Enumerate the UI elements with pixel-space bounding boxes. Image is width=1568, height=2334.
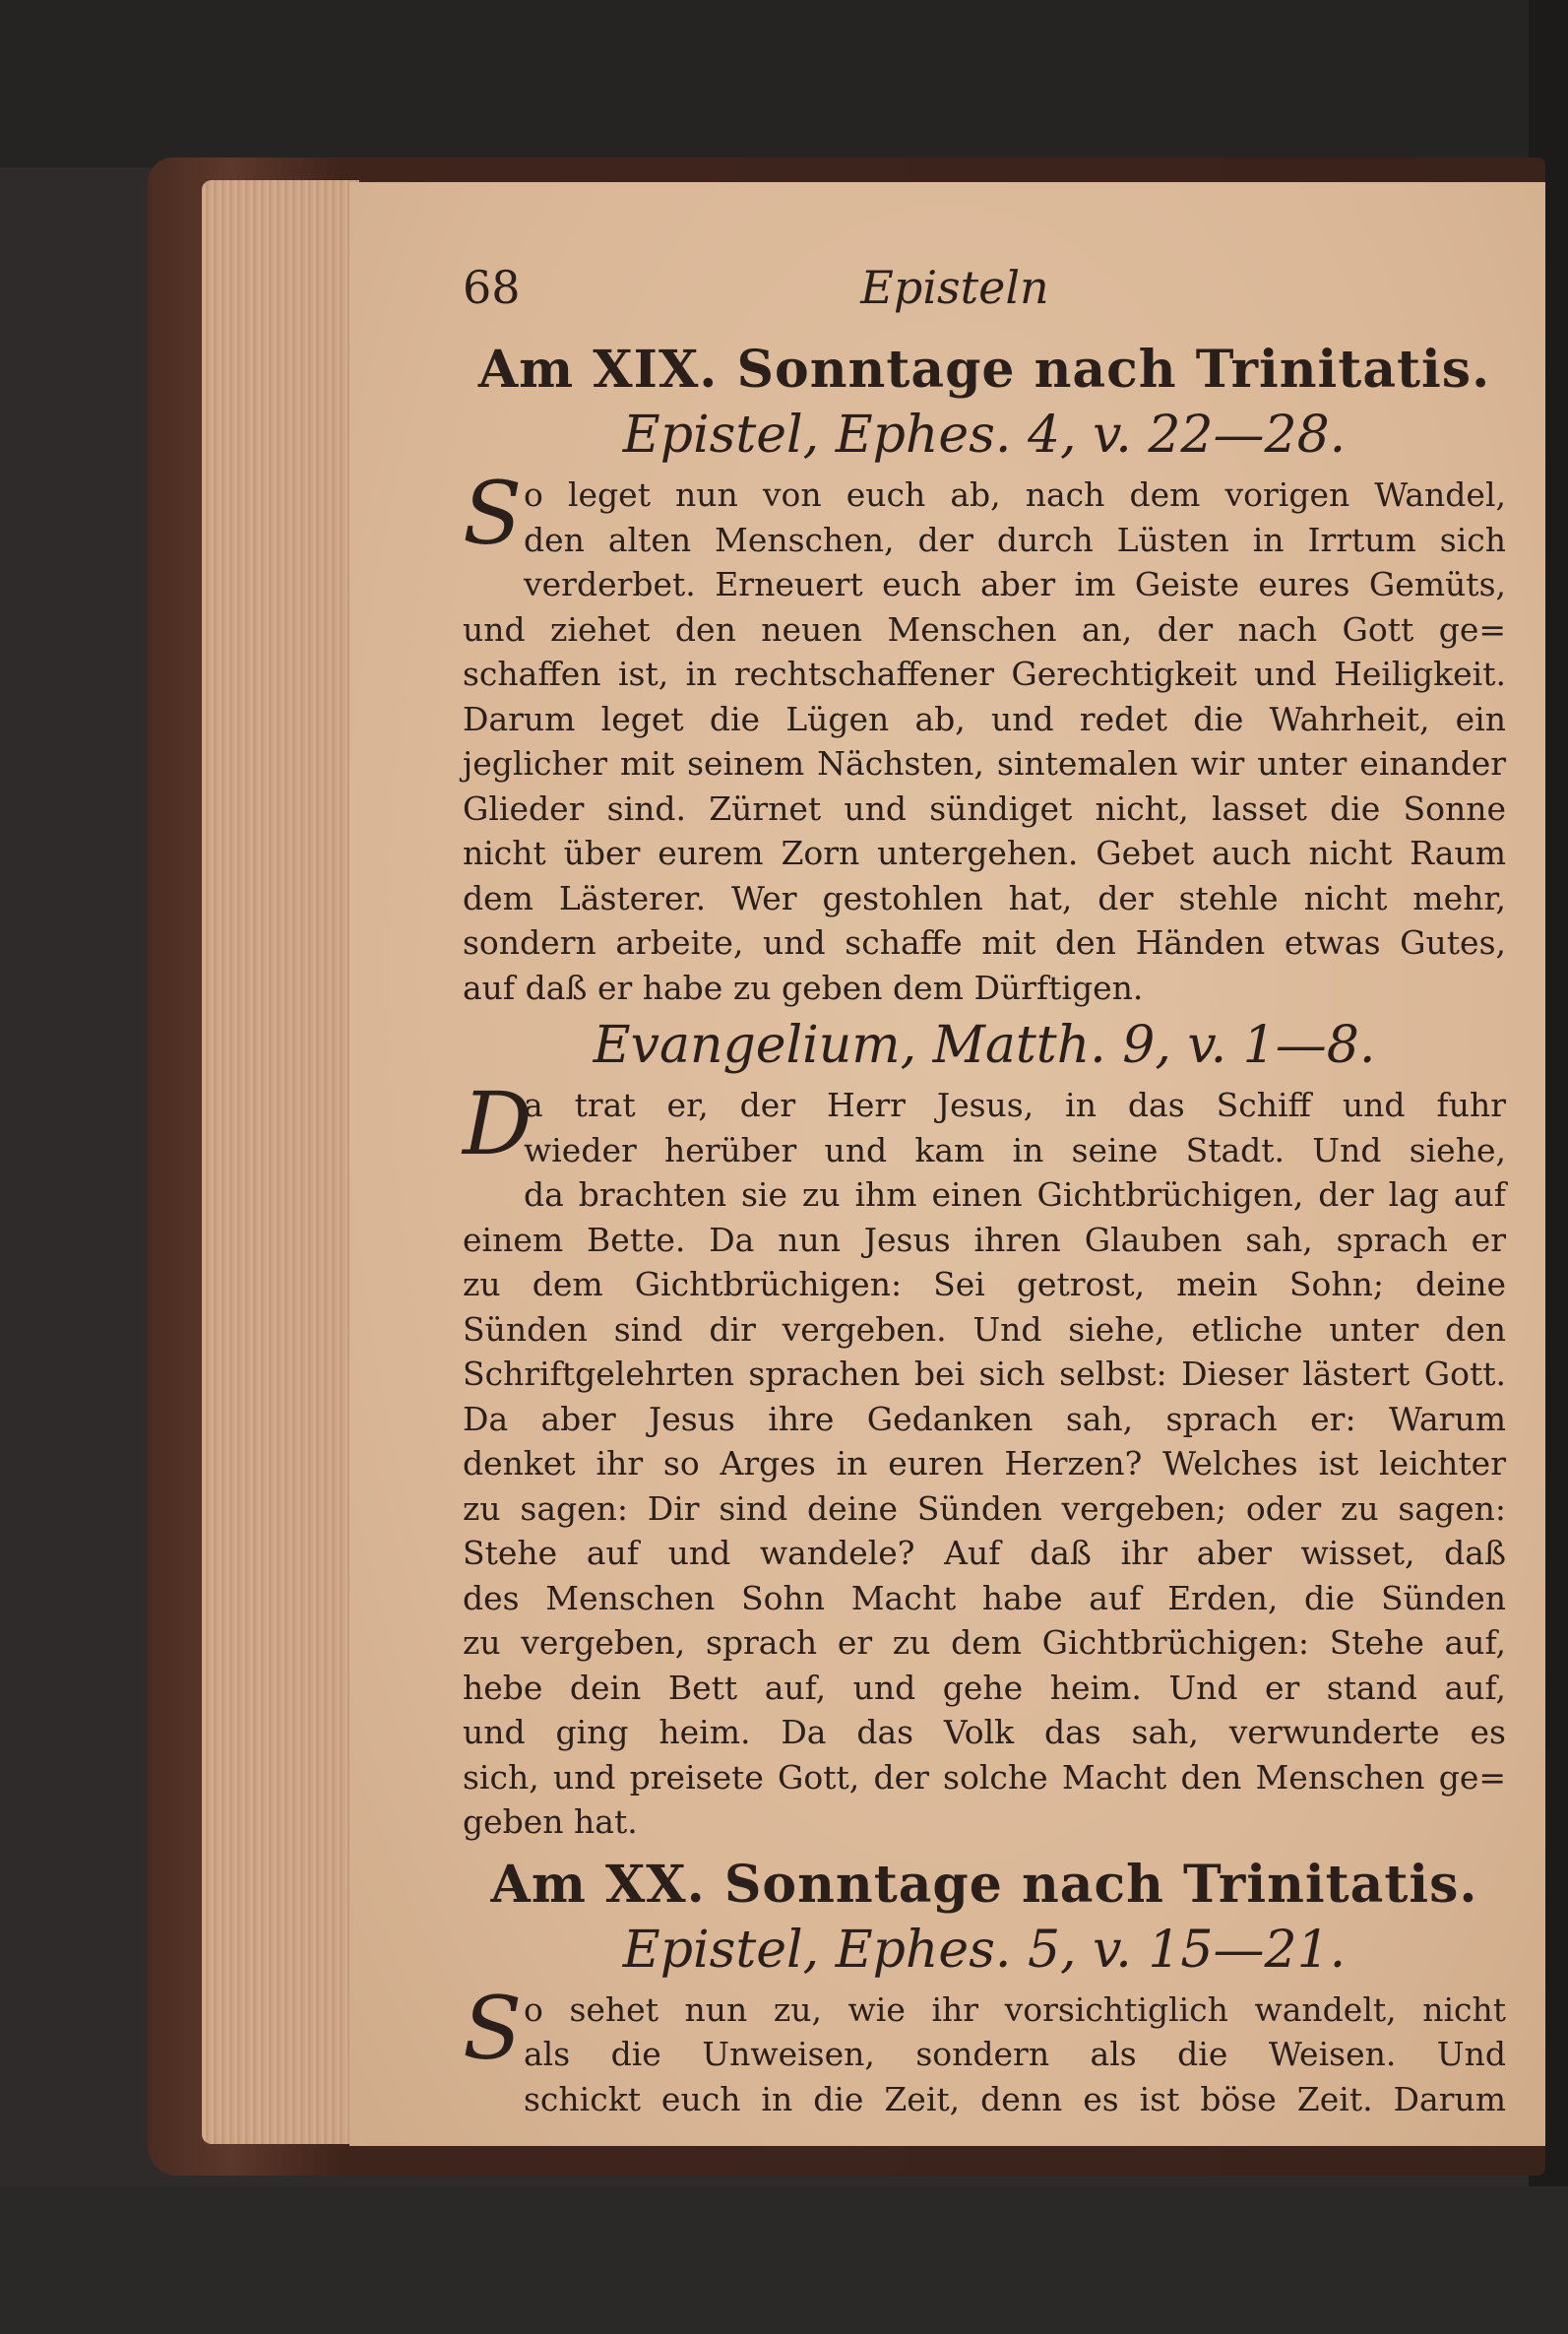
text-line: wieder herüber und kam in seine Stadt. Und siehe, [524, 1130, 1506, 1169]
text-line: schickt euch in die Zeit, denn es ist böse Zeit. Darum [524, 2079, 1506, 2118]
text-line: verderbet. Erneuert euch aber im Geiste eures Gemüts, [524, 565, 1506, 603]
text-line: Schriftgelehrten sprachen bei sich selbst: Dieser lästert Gott. [463, 1355, 1506, 1393]
text-line: den alten Menschen, der durch Lüsten in Irrtum sich [524, 520, 1506, 559]
text-line: Sünden sind dir vergeben. Und siehe, etliche unter den [463, 1309, 1506, 1349]
text-line: dem Lästerer. Wer gestohlen hat, der stehle nicht mehr, [463, 878, 1506, 917]
text-line: sich, und preisete Gott, der solche Macht den Menschen ge= [463, 1757, 1506, 1797]
text-line: a trat er, der Herr Jesus, in das Schiff und fuhr [524, 1086, 1506, 1124]
text-line: Stehe auf und wandele? Auf daß ihr aber wisset, daß [463, 1534, 1506, 1572]
text-line: zu vergeben, sprach er zu dem Gichtbrüchigen: Stehe auf, [463, 1623, 1506, 1662]
text-line: Da aber Jesus ihre Gedanken sah, sprach er: Warum [463, 1399, 1506, 1438]
reading-title: Evangelium, Matth. 9, v. 1—8. [593, 1016, 1376, 1075]
text-line: o sehet nun zu, wie ihr vorsichtiglich wandelt, nicht [524, 1989, 1506, 2029]
section-heading: Am XX. Sonntage nach Trinitatis. [490, 1854, 1478, 1915]
text-line: auf daß er habe zu geben dem Dürftigen. [463, 968, 1144, 1007]
page-content [463, 261, 1506, 2121]
text-line: geben hat. [463, 1802, 638, 1841]
page-header [463, 261, 1506, 330]
text-line: des Menschen Sohn Macht habe auf Erden, die Sünden [463, 1578, 1506, 1617]
text-line: sondern arbeite, und schaffe mit den Händen etwas Gutes, [463, 923, 1506, 962]
drop-cap: S [463, 1977, 523, 2079]
drop-cap: D [463, 1073, 533, 1174]
text-line: hebe dein Bett auf, und gehe heim. Und er stand auf, [463, 1668, 1506, 1707]
text-line: jeglicher mit seinem Nächsten, sintemalen wir unter einander [463, 744, 1506, 783]
text-line: und ging heim. Da das Volk das sah, verwunderte es [463, 1713, 1506, 1751]
text-line: Glieder sind. Zürnet und sündiget nicht, lasset die Sonne [463, 789, 1506, 828]
text-line: o leget nun von euch ab, nach dem vorigen Wandel, [524, 475, 1506, 514]
reading-text [463, 1977, 1506, 2122]
reading-title: Epistel, Ephes. 5, v. 15—21. [622, 1920, 1347, 1980]
text-line: schaffen ist, in rechtschaffener Gerechtigkeit und Heiligkeit. [463, 655, 1506, 693]
text-line: zu sagen: Dir sind deine Sünden vergeben; oder zu sagen: [463, 1488, 1506, 1528]
text-line: als die Unweisen, sondern als die Weisen. Und [524, 2035, 1506, 2073]
reading-title: Epistel, Ephes. 4, v. 22—28. [622, 406, 1347, 465]
page-edges [202, 180, 359, 2144]
text-line: und ziehet den neuen Menschen an, der nach Gott ge= [463, 609, 1506, 649]
text-line: denket ihr so Arges in euren Herzen? Welches ist leichter [463, 1444, 1506, 1482]
reading-text [463, 463, 1506, 1010]
background-top [0, 0, 1568, 167]
text-line: Darum leget die Lügen ab, und redet die Wahrheit, ein [463, 699, 1506, 738]
book-page [349, 182, 1545, 2146]
text-line: da brachten sie zu ihm einen Gichtbrüchigen, der lag auf [524, 1175, 1506, 1214]
text-line: nicht über eurem Zorn untergehen. Gebet auch nicht Raum [463, 834, 1506, 872]
text-line: einem Bette. Da nun Jesus ihren Glauben sah, sprach er [463, 1220, 1506, 1259]
page-number: 68 [463, 261, 521, 314]
text-line: zu dem Gichtbrüchigen: Sei getrost, mein Sohn; deine [463, 1265, 1506, 1303]
reading-text [463, 1073, 1506, 1845]
section-heading: Am XIX. Sonntage nach Trinitatis. [477, 340, 1491, 400]
running-head: Episteln [860, 261, 1049, 314]
background-bottom [0, 2186, 1568, 2334]
drop-cap: S [463, 463, 523, 564]
